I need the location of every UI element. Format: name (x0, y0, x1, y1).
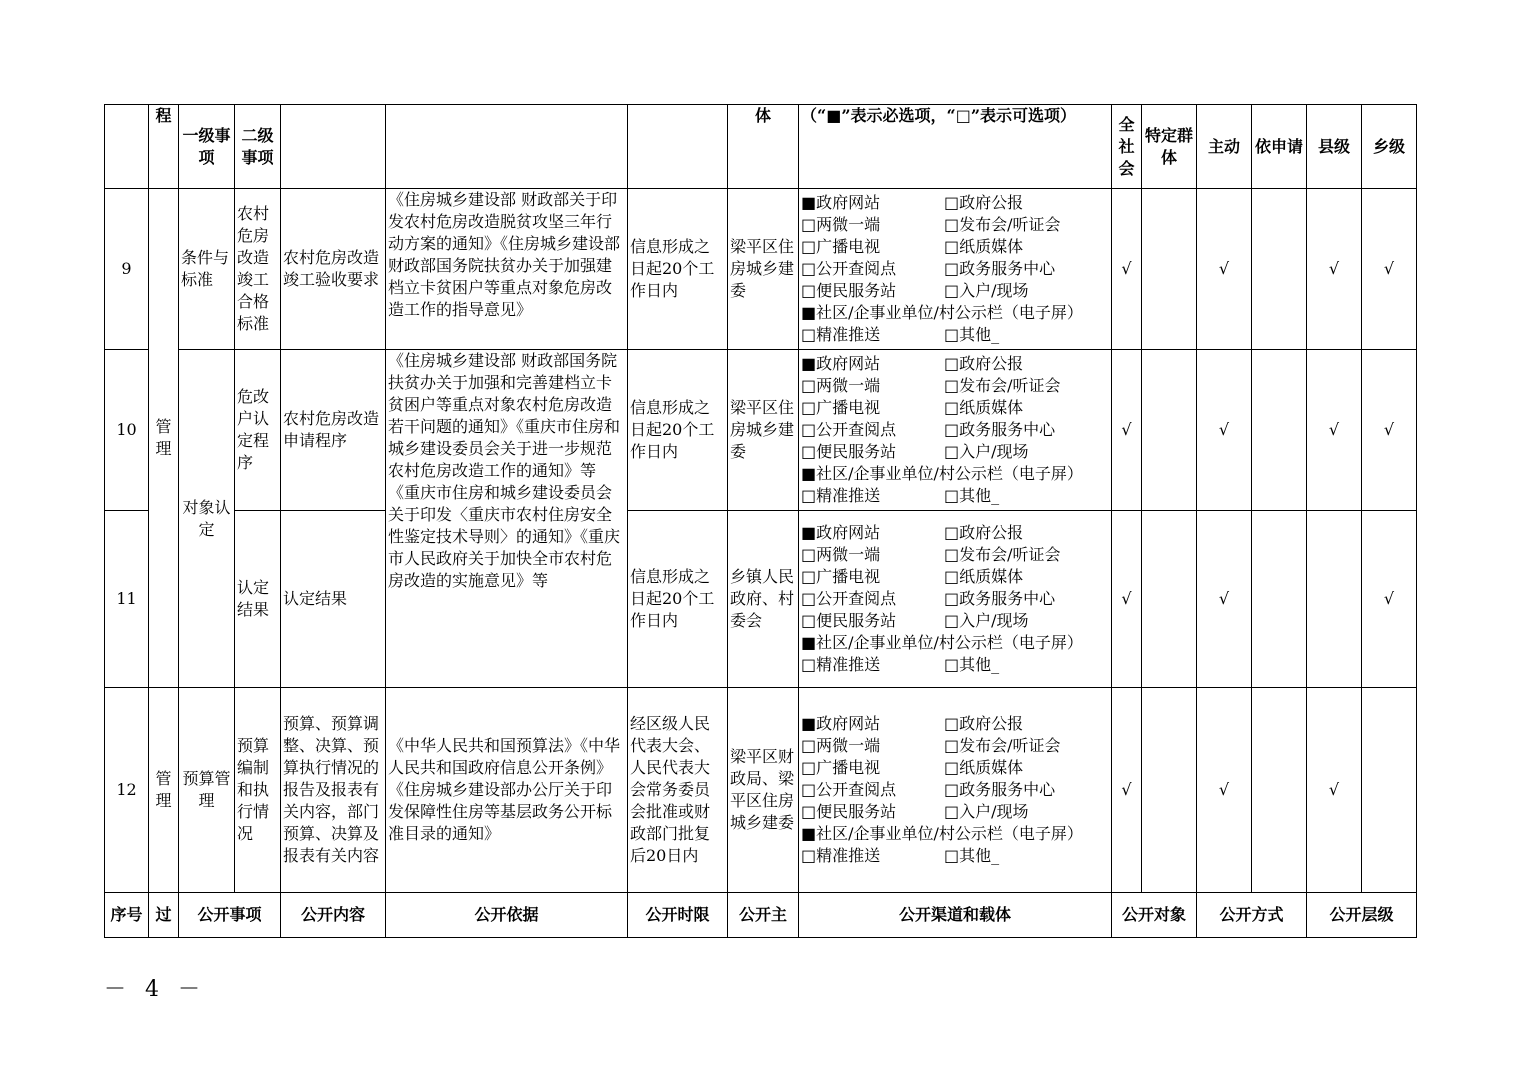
row-channels: ■政府网站 □政府公报 □两微一端 □发布会/听证会 □广播电视 □纸质媒体 □公开查阅点 □政务服务中心 □便民服务站 □入户/现场 ■社区/企事业单位/村公示栏（电子屏） □精准推送 □其他_ (799, 350, 1112, 511)
row-level2: 农村危房改造竣工合格标准 (235, 189, 281, 350)
row-on-request-mark (1252, 189, 1307, 350)
row-content: 农村危房改造竣工验收要求 (281, 189, 386, 350)
row-time-limit: 经区级人民代表大会、人民代表大会常务委员会批准或财政部门批复后20日内 (628, 688, 728, 893)
row-content: 农村危房改造申请程序 (281, 350, 386, 511)
footer-method: 公开方式 (1197, 893, 1307, 938)
row-township-mark: √ (1362, 511, 1417, 688)
footer-content: 公开内容 (281, 893, 386, 938)
disclosure-table (104, 104, 1417, 938)
row-channels: ■政府网站 □政府公报 □两微一端 □发布会/听证会 □广播电视 □纸质媒体 □公开查阅点 □政务服务中心 □便民服务站 □入户/现场 ■社区/企事业单位/村公示栏（电子屏） □精准推送 □其他_ (799, 688, 1112, 893)
row-on-request-mark (1252, 511, 1307, 688)
row-level2: 危改户认定程序 (235, 350, 281, 511)
row-specific-group-mark (1142, 688, 1197, 893)
page-number: － 4 － (104, 977, 206, 1002)
row-specific-group-mark (1142, 511, 1197, 688)
row-all-society-mark: √ (1112, 511, 1142, 688)
row-channels: ■政府网站 □政府公报 □两微一端 □发布会/听证会 □广播电视 □纸质媒体 □公开查阅点 □政务服务中心 □便民服务站 □入户/现场 ■社区/企事业单位/村公示栏（电子屏） □精准推送 □其他_ (799, 189, 1112, 350)
row-level2: 认定结果 (235, 511, 281, 688)
row-time-limit: 信息形成之日起20个工作日内 (628, 511, 728, 688)
row-proactive-mark: √ (1197, 511, 1252, 688)
row-county-mark (1307, 511, 1362, 688)
row-level1: 预算管理 (179, 688, 235, 893)
row-all-society-mark: √ (1112, 688, 1142, 893)
row-basis: 《住房城乡建设部 财政部关于印发农村危房改造脱贫攻坚三年行动方案的通知》《住房城乡建设部 财政部国务院扶贫办关于加强建档立卡贫困户等重点对象危房改造工作的指导意见》 (386, 189, 628, 350)
row-specific-group-mark (1142, 350, 1197, 511)
row-subject: 乡镇人民政府、村委会 (728, 511, 799, 688)
header-legend: （“■”表示必选项，“□”表示可选项） (799, 105, 1112, 189)
header-subject: 体 (728, 105, 799, 189)
table-row (105, 511, 1417, 688)
header-all-society: 全社会 (1112, 105, 1142, 189)
header-row (105, 105, 1417, 189)
row-township-mark (1362, 688, 1417, 893)
row-seq: 9 (105, 189, 149, 350)
row-time-limit: 信息形成之日起20个工作日内 (628, 189, 728, 350)
header-basis (386, 105, 628, 189)
group-object: 对象认定 (179, 350, 235, 688)
row-township-mark: √ (1362, 189, 1417, 350)
row-process: 管理 (149, 688, 179, 893)
row-level1: 条件与标准 (179, 189, 235, 350)
row-level2: 预算编制和执行情况 (235, 688, 281, 893)
row-seq: 10 (105, 350, 149, 511)
row-county-mark: √ (1307, 688, 1362, 893)
row-county-mark: √ (1307, 350, 1362, 511)
row-proactive-mark: √ (1197, 688, 1252, 893)
header-proactive: 主动 (1197, 105, 1252, 189)
row-seq: 12 (105, 688, 149, 893)
header-specific-group: 特定群体 (1142, 105, 1197, 189)
row-content: 预算、预算调整、决算、预算执行情况的报告及报表有关内容，部门预算、决算及报表有关内容 (281, 688, 386, 893)
header-level1: 一级事项 (179, 105, 235, 189)
header-on-request: 依申请 (1252, 105, 1307, 189)
header-level2: 二级事项 (235, 105, 281, 189)
row-basis: 《住房城乡建设部 财政部国务院扶贫办关于加强和完善建档立卡贫困户等重点对象农村危房改造若干问题的通知》《重庆市住房和城乡建设委员会关于进一步规范农村危房改造工作的通知》等《重庆市住房和城乡建设委员会关于印发〈重庆市农村住房安全性鉴定技术导则〉的通知》《重庆市人民政府关于加快全市农村危房改造的实施意见》等 (386, 350, 628, 688)
footer-header-row (105, 893, 1417, 938)
footer-level: 公开层级 (1307, 893, 1417, 938)
footer-time-limit: 公开时限 (628, 893, 728, 938)
footer-channel: 公开渠道和载体 (799, 893, 1112, 938)
footer-process: 过 (149, 893, 179, 938)
footer-seq: 序号 (105, 893, 149, 938)
row-content: 认定结果 (281, 511, 386, 688)
row-proactive-mark: √ (1197, 350, 1252, 511)
table-row (105, 189, 1417, 350)
header-county: 县级 (1307, 105, 1362, 189)
group-management: 管理 (149, 189, 179, 688)
table-row (105, 688, 1417, 893)
row-subject: 梁平区财政局、梁平区住房城乡建委 (728, 688, 799, 893)
row-basis: 《中华人民共和国预算法》《中华人民共和国政府信息公开条例》《住房城乡建设部办公厅关于印发保障性住房等基层政务公开标准目录的通知》 (386, 688, 628, 893)
header-time (628, 105, 728, 189)
footer-subject: 公开主 (728, 893, 799, 938)
header-seq (105, 105, 149, 189)
header-township: 乡级 (1362, 105, 1417, 189)
footer-basis: 公开依据 (386, 893, 628, 938)
row-all-society-mark: √ (1112, 189, 1142, 350)
row-on-request-mark (1252, 688, 1307, 893)
table-row (105, 350, 1417, 511)
header-content (281, 105, 386, 189)
row-proactive-mark: √ (1197, 189, 1252, 350)
row-time-limit: 信息形成之日起20个工作日内 (628, 350, 728, 511)
footer-target: 公开对象 (1112, 893, 1197, 938)
row-seq: 11 (105, 511, 149, 688)
footer-item: 公开事项 (179, 893, 281, 938)
row-channels: ■政府网站 □政府公报 □两微一端 □发布会/听证会 □广播电视 □纸质媒体 □公开查阅点 □政务服务中心 □便民服务站 □入户/现场 ■社区/企事业单位/村公示栏（电子屏） □精准推送 □其他_ (799, 511, 1112, 688)
row-specific-group-mark (1142, 189, 1197, 350)
row-on-request-mark (1252, 350, 1307, 511)
row-township-mark: √ (1362, 350, 1417, 511)
row-subject: 梁平区住房城乡建委 (728, 350, 799, 511)
row-county-mark: √ (1307, 189, 1362, 350)
header-process: 程 (149, 105, 179, 189)
row-subject: 梁平区住房城乡建委 (728, 189, 799, 350)
row-all-society-mark: √ (1112, 350, 1142, 511)
